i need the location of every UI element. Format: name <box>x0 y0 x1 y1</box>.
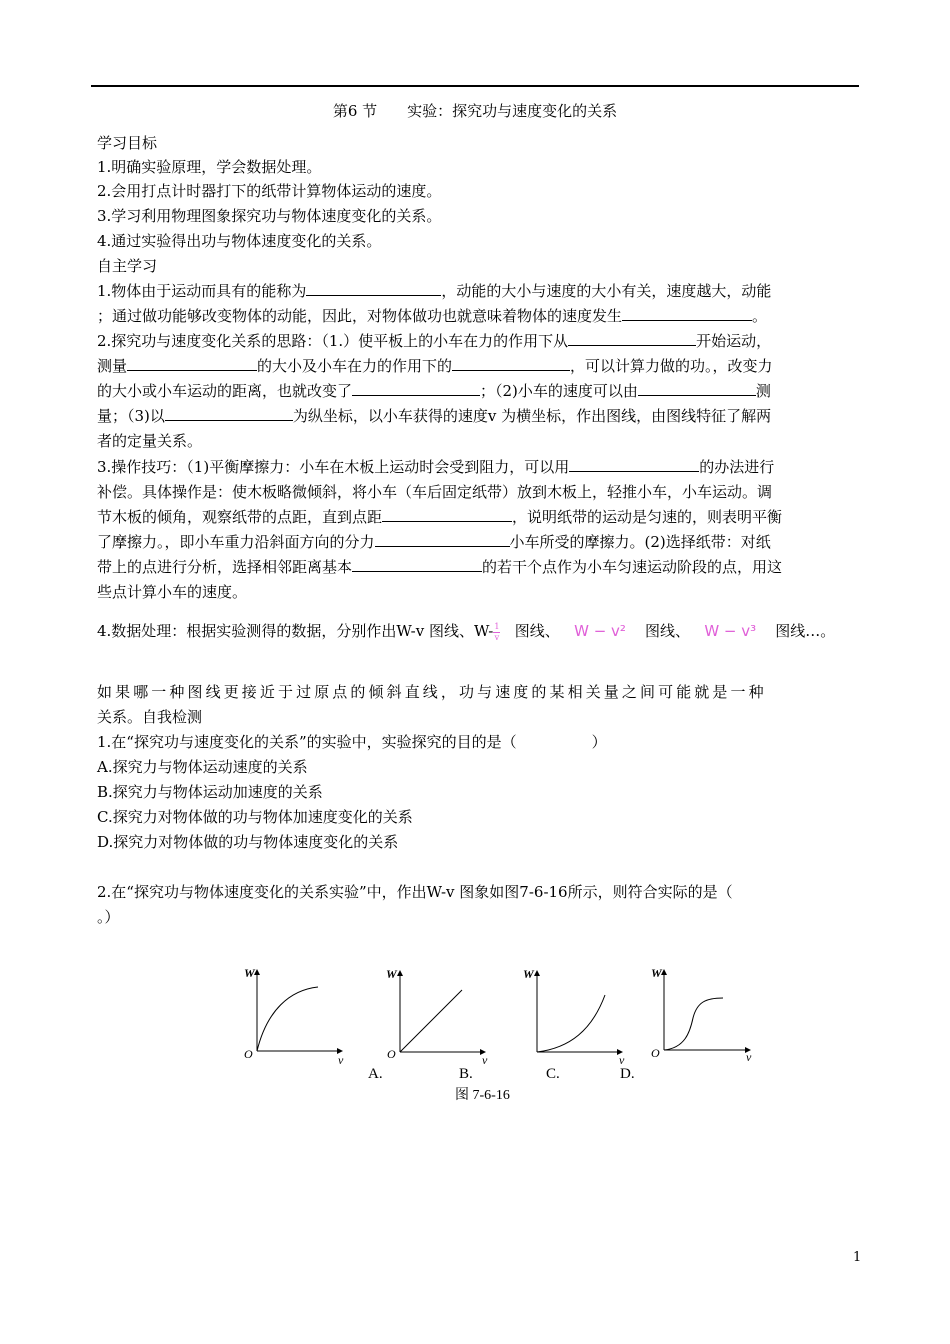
curve-s-shaped <box>664 998 723 1050</box>
blank <box>638 381 756 396</box>
origin-label: O <box>244 1047 253 1061</box>
test-1-option-b: B.探究力与物体运动加速度的关系 <box>97 783 323 801</box>
graph-c <box>523 967 625 1067</box>
question-2-line-3: 的大小或小车运动的距离，也就改变了 ；（2)小车的速度可以由 测 <box>97 382 771 400</box>
option-label-b: B. <box>459 1066 473 1082</box>
question-3-line-1: 3.操作技巧：（1)平衡摩擦力：小车在木板上运动时会受到阻力，可以用 的办法进行 <box>97 458 775 476</box>
self-study-heading: 自主学习 <box>97 257 158 275</box>
test-2-stem-cont: 。） <box>97 908 120 926</box>
header-rule <box>91 85 859 87</box>
question-3-line-4: 了摩擦力。，即小车重力沿斜面方向的分力 小车所受的摩擦力。(2)选择纸带：对纸 <box>97 533 771 551</box>
blank <box>568 331 696 346</box>
goals-heading: 学习目标 <box>97 134 158 152</box>
fraction-one-over-v: $\frac{1}{v}$ <box>494 621 500 642</box>
goal-item: 1.明确实验原理，学会数据处理。 <box>97 158 322 176</box>
axis-label-w: W <box>523 967 534 981</box>
figure-caption: 图 7-6-16 <box>455 1088 510 1103</box>
option-label-c: C. <box>546 1066 560 1082</box>
blank <box>622 306 752 321</box>
question-2-line-4: 量；（3)以 为纵坐标，以小车获得的速度v 为横坐标，作出图线，由图线特征了解两 <box>97 407 772 425</box>
axis-label-v: v <box>482 1053 488 1067</box>
blank <box>165 406 293 421</box>
conclusion-line-2: 关系。自我检测 <box>97 708 203 726</box>
option-label-a: A. <box>368 1066 383 1082</box>
blank <box>352 381 480 396</box>
blank <box>452 356 570 371</box>
blank <box>306 281 441 296</box>
graph-d <box>651 966 752 1064</box>
question-1-line-1: 1.物体由于运动而具有的能称为 ，动能的大小与速度的大小有关，速度越大，动能 <box>97 282 772 300</box>
blank <box>375 532 510 547</box>
origin-label: O <box>651 1046 660 1060</box>
question-1-line-2: ；通过做功能够改变物体的动能，因此，对物体做功也就意味着物体的速度发生 。 <box>97 307 768 325</box>
curve-concave-up <box>537 995 605 1052</box>
axis-label-v: v <box>338 1053 344 1067</box>
blank <box>382 507 512 522</box>
goal-item: 3.学习利用物理图象探究功与物体速度变化的关系。 <box>97 207 442 225</box>
test-2-stem: 2.在“探究功与物体速度变化的关系实验”中，作出W-v 图象如图7-6-16所示，则符合实际的是（ <box>97 883 733 901</box>
graph-a <box>244 966 344 1067</box>
test-1-option-d: D.探究力对物体做的功与物体速度变化的关系 <box>97 833 399 851</box>
goal-item: 4.通过实验得出功与物体速度变化的关系。 <box>97 232 382 250</box>
axis-label-v: v <box>619 1053 625 1067</box>
straight-line <box>400 990 462 1052</box>
axis-label-w: W <box>651 966 662 980</box>
formula-w-v3: W − v³ <box>704 622 757 640</box>
axis-label-w: W <box>244 966 255 980</box>
test-1-option-c: C.探究力对物体做的功与物体加速度变化的关系 <box>97 808 413 826</box>
question-3-line-3: 节木板的倾角，观察纸带的点距，直到点距 ，说明纸带的运动是匀速的，则表明平衡 <box>97 508 783 526</box>
origin-label: O <box>387 1047 396 1061</box>
test-1-option-a: A.探究力与物体运动速度的关系 <box>97 758 308 776</box>
blank <box>352 557 482 572</box>
question-2-line-1: 2.探究功与速度变化关系的思路：（1.）使平板上的小车在力的作用下从 开始运动， <box>97 332 772 350</box>
conclusion-line-1: 如果哪一种图线更接近于过原点的倾斜直线，功与速度的某相关量之间可能就是一种 <box>97 683 767 701</box>
wv-graphs-figure <box>230 960 760 1120</box>
test-1-stem: 1.在“探究功与速度变化的关系”的实验中，实验探究的目的是（ ） <box>97 733 607 751</box>
option-label-d: D. <box>620 1066 635 1082</box>
page-title: 第6 节 实验：探究功与速度变化的关系 <box>332 102 618 120</box>
page-number: 1 <box>853 1250 862 1265</box>
curve-concave-down <box>257 987 318 1051</box>
formula-w-v2: W − v² <box>574 622 626 640</box>
question-3-line-5: 带上的点进行分析，选择相邻距离基本 的若干个点作为小车匀速运动阶段的点，用这 <box>97 558 783 576</box>
blank <box>127 356 257 371</box>
question-3-line-2: 补偿。具体操作是：使木板略微倾斜，将小车（车后固定纸带）放到木板上，轻推小车，小车运动。调 <box>97 483 773 501</box>
axis-label-w: W <box>386 967 397 981</box>
question-3-line-6: 些点计算小车的速度。 <box>97 583 248 601</box>
goal-item: 2.会用打点计时器打下的纸带计算物体运动的速度。 <box>97 182 442 200</box>
blank <box>569 457 699 472</box>
axis-label-v: v <box>746 1050 752 1064</box>
question-2-line-5: 者的定量关系。 <box>97 432 203 450</box>
question-4-line: 4.数据处理：根据实验测得的数据，分别作出W-v 图线、W- $\frac{1}{v}$ 图线、 W − v² 图线、 W − v³ 图线…。 <box>97 621 836 642</box>
graph-b <box>386 967 488 1067</box>
question-2-line-2: 测量 的大小及小车在力的作用下的 ，可以计算力做的功。，改变力 <box>97 357 773 375</box>
